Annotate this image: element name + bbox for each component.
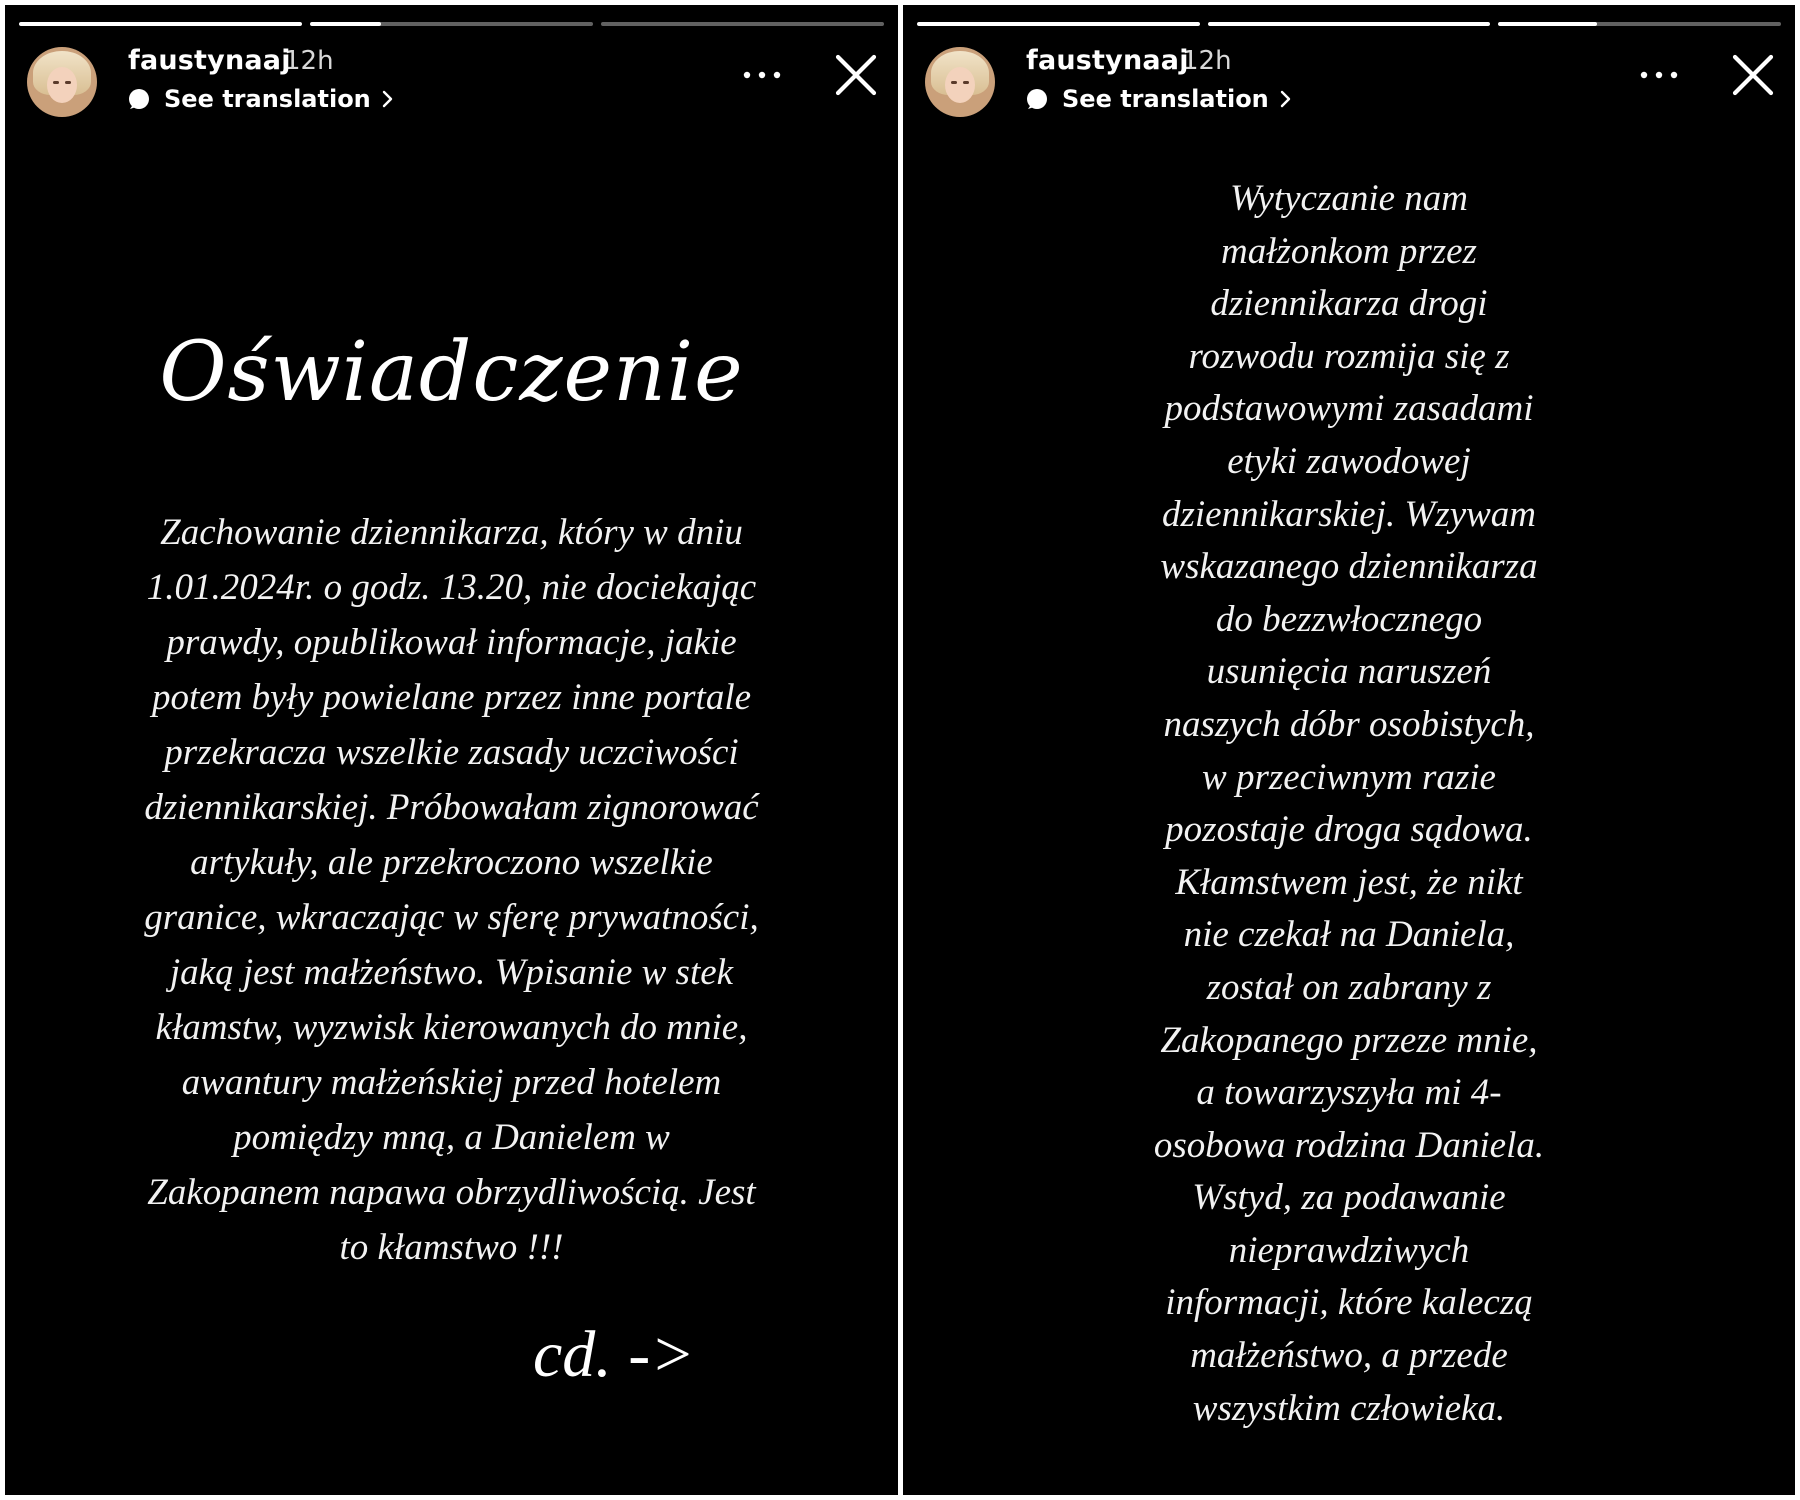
see-translation-button[interactable] — [1026, 83, 1293, 115]
text-line: artykuły, ale przekroczono wszelkie — [190, 842, 713, 883]
text-line: etyki zawodowej — [1227, 440, 1471, 482]
text-line: wskazanego dziennikarza — [1160, 546, 1538, 588]
story-header — [925, 45, 1777, 125]
username[interactable]: faustynaaj — [128, 45, 291, 76]
progress-segment — [601, 22, 884, 26]
globe-icon — [128, 88, 150, 110]
see-translation-label: See translation — [1062, 85, 1269, 113]
text-line: potem były powielane przez inne portale — [151, 677, 752, 718]
username[interactable]: faustynaaj — [1026, 45, 1189, 76]
progress-segment — [310, 22, 593, 26]
avatar-eye — [951, 81, 957, 84]
text-line: osobowa rodzina Daniela. — [1153, 1124, 1545, 1166]
story-title: Oświadczenie — [159, 325, 744, 420]
close-icon[interactable] — [832, 51, 880, 99]
progress-fill — [310, 22, 381, 26]
text-line: naszych dóbr osobistych, — [1163, 703, 1535, 745]
progress-segment — [1208, 22, 1491, 26]
text-line: Wytyczanie nam — [1229, 178, 1469, 219]
progress-segment — [19, 22, 302, 26]
story-progress-bar — [917, 22, 1781, 27]
globe-icon — [1026, 88, 1048, 110]
continue-label: cd. -> — [533, 1318, 695, 1391]
chevron-right-icon — [1279, 89, 1293, 109]
progress-fill — [1208, 22, 1491, 26]
text-line: nie czekał na Daniela, — [1183, 914, 1515, 956]
progress-fill — [19, 22, 302, 26]
close-icon[interactable] — [1729, 51, 1777, 99]
avatar-eye — [963, 81, 969, 84]
progress-fill — [917, 22, 1200, 26]
text-line: kłamstw, wyzwisk kierowanych do mnie, — [155, 1007, 748, 1048]
text-line: granice, wkraczając w sferę prywatności, — [144, 897, 759, 938]
text-line: to kłamstwo !!! — [339, 1227, 564, 1268]
text-line: w przeciwnym razie — [1202, 756, 1496, 798]
text-line: małżonkom przez — [1221, 230, 1477, 272]
more-icon[interactable] — [742, 65, 782, 85]
avatar[interactable] — [925, 47, 995, 117]
text-line: pomiędzy mną, a Danielem w — [233, 1117, 670, 1158]
see-translation-label: See translation — [164, 85, 371, 113]
text-line: nieprawdziwych — [1228, 1229, 1470, 1271]
progress-segment — [1498, 22, 1781, 26]
text-line: awantury małżeńskiej przed hotelem — [181, 1062, 722, 1103]
text-line: przekracza wszelkie zasady uczciwości — [164, 732, 739, 773]
text-line: dziennikarskiej. Próbowałam zignorować — [144, 787, 759, 828]
text-line: wszystkim człowieka. — [1192, 1387, 1506, 1429]
story-header — [27, 45, 880, 125]
text-line: jaką jest małżeństwo. Wpisanie w stek — [169, 952, 734, 993]
text-line: został on zabrany z — [1206, 966, 1492, 1008]
text-line: do bezzwłocznego — [1215, 598, 1483, 640]
story-panel-1[interactable] — [5, 5, 898, 1495]
text-line: Zachowanie dziennikarza, który w dniu — [160, 512, 743, 553]
text-line: a towarzyszyła mi 4- — [1196, 1072, 1502, 1114]
avatar[interactable] — [27, 47, 97, 117]
text-line: Kłamstwem jest, że nikt — [1175, 861, 1523, 903]
more-icon[interactable] — [1639, 65, 1679, 85]
avatar-eye — [65, 81, 71, 84]
post-time: 12h — [284, 46, 334, 76]
text-line: informacji, które kaleczą — [1165, 1282, 1533, 1324]
see-translation-button[interactable] — [128, 83, 395, 115]
text-line: 1.01.2024r. o godz. 13.20, nie dociekając — [146, 567, 757, 608]
text-line: pozostaje droga sądowa. — [1165, 809, 1533, 851]
progress-fill — [1498, 22, 1597, 26]
avatar-face — [47, 67, 77, 103]
story-body-text — [943, 173, 1755, 1435]
text-line: Wstyd, za podawanie — [1192, 1177, 1506, 1219]
avatar-face — [945, 67, 975, 103]
text-line: prawdy, opublikował informacje, jakie — [166, 622, 737, 663]
story-panel-2[interactable] — [903, 5, 1795, 1495]
story-body-text — [45, 505, 858, 1275]
post-time: 12h — [1182, 46, 1232, 76]
text-line: usunięcia naruszeń — [1206, 651, 1492, 693]
story-progress-bar — [19, 22, 884, 27]
text-line: Zakopanem napawa obrzydliwością. Jest — [147, 1172, 756, 1213]
avatar-eye — [53, 81, 59, 84]
text-line: dziennikarskiej. Wzywam — [1161, 493, 1537, 535]
text-line: Zakopanego przeze mnie, — [1160, 1019, 1538, 1061]
progress-segment — [917, 22, 1200, 26]
chevron-right-icon — [381, 89, 395, 109]
text-line: rozwodu rozmija się z — [1188, 335, 1510, 377]
text-line: małżeństwo, a przede — [1190, 1335, 1508, 1377]
text-line: dziennikarza drogi — [1210, 283, 1488, 325]
text-line: podstawowymi zasadami — [1164, 388, 1534, 430]
